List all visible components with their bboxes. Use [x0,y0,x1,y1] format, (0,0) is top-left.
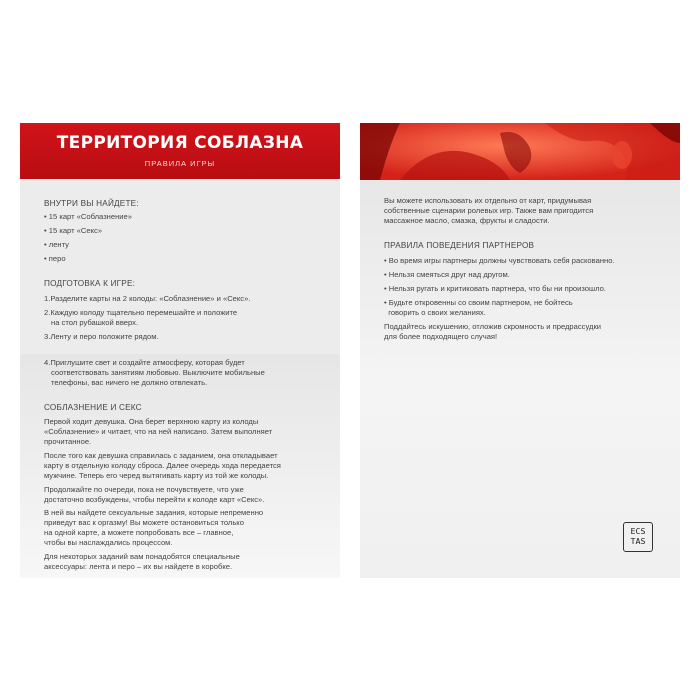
rule-item: • Будьте откровенны со своим партнером, не бойтесь говорить о своих желаниях. [384,298,573,317]
prep-step: 4.Приглушите свет и создайте атмосферу, которая будет соответствовать занятиям любовью. Выключите мобильные телефоны, вас ничего не должно отвлекать. [44,358,265,387]
logo-top-text: ECS [630,526,646,536]
game-heading: СОБЛАЗНЕНИЕ И СЕКС [44,403,142,412]
inside-item: • ленту [44,240,69,249]
couple-silhouette-image [360,123,680,180]
page-title: ТЕРРИТОРИЯ СОБЛАЗНА [56,133,304,153]
rules-heading: ПРАВИЛА ПОВЕДЕНИЯ ПАРТНЕРОВ [384,241,535,250]
background-shade [360,180,680,578]
couple-photo [360,123,680,180]
left-page [20,123,340,578]
rule-item: • Во время игры партнеры должны чувствовать себя раскованно. [384,256,615,265]
game-paragraph: В ней вы найдете сексуальные задания, которые непременно приведут вас к оргазму! Вы можете остановиться только на одной карте, а можете попробовать все – главное, чтобы вы наслаждались процессом. [44,508,264,547]
inside-heading: ВНУТРИ ВЫ НАЙДЕТЕ: [44,199,139,208]
game-paragraph: После того как девушка справилась с заданием, она откладывает карту в отдельную колоду сброса. Далее очередь хода передается мужчине. Теперь его черед вытягивать карту из той же колоды. [44,451,281,480]
game-paragraph: Для некоторых заданий вам понадобятся специальные аксессуары: лента и перо – их вы найдете в коробке. [44,552,240,571]
inside-item: • 15 карт «Секс» [44,226,103,235]
right-page [360,123,680,578]
rule-item: • Нельзя ругать и критиковать партнера, что бы ни произошло. [384,284,606,293]
game-paragraph: Первой ходит девушка. Она берет верхнюю карту из колоды «Соблазнение» и читает, что на ней написано. Затем выполняет прочитанное. [44,417,273,446]
ecstas-logo [623,522,653,552]
prep-step: 3.Ленту и перо положите рядом. [44,332,159,341]
prep-step: 2.Каждую колоду тщательно перемешайте и положите на стол рубашкой вверх. [44,308,238,327]
game-paragraph: Продолжайте по очереди, пока не почувствуете, что уже достаточно возбуждены, чтобы перейти к колоде карт «Секс». [44,485,265,504]
page-subtitle: ПРАВИЛА ИГРЫ [144,159,216,168]
rule-item: • Нельзя смеяться друг над другом. [384,270,510,279]
prep-step: 1.Разделите карты на 2 колоды: «Соблазнение» и «Секс». [44,294,251,303]
intro-paragraph: Вы можете использовать их отдельно от карт, придумывая собственные сценарии ролевых игр. Также вам пригодится массажное масло, смазка, фрукты и сладости. [384,196,594,225]
header-band [20,123,340,179]
inside-item: • 15 карт «Соблазнение» [44,212,132,221]
logo-bottom-text: TAS [630,535,646,546]
prep-heading: ПОДГОТОВКА К ИГРЕ: [44,279,136,288]
inside-item: • перо [44,254,66,263]
closing-paragraph: Поддайтесь искушению, отложив скромность и предрассудки для более подходящего случая! [384,322,602,341]
